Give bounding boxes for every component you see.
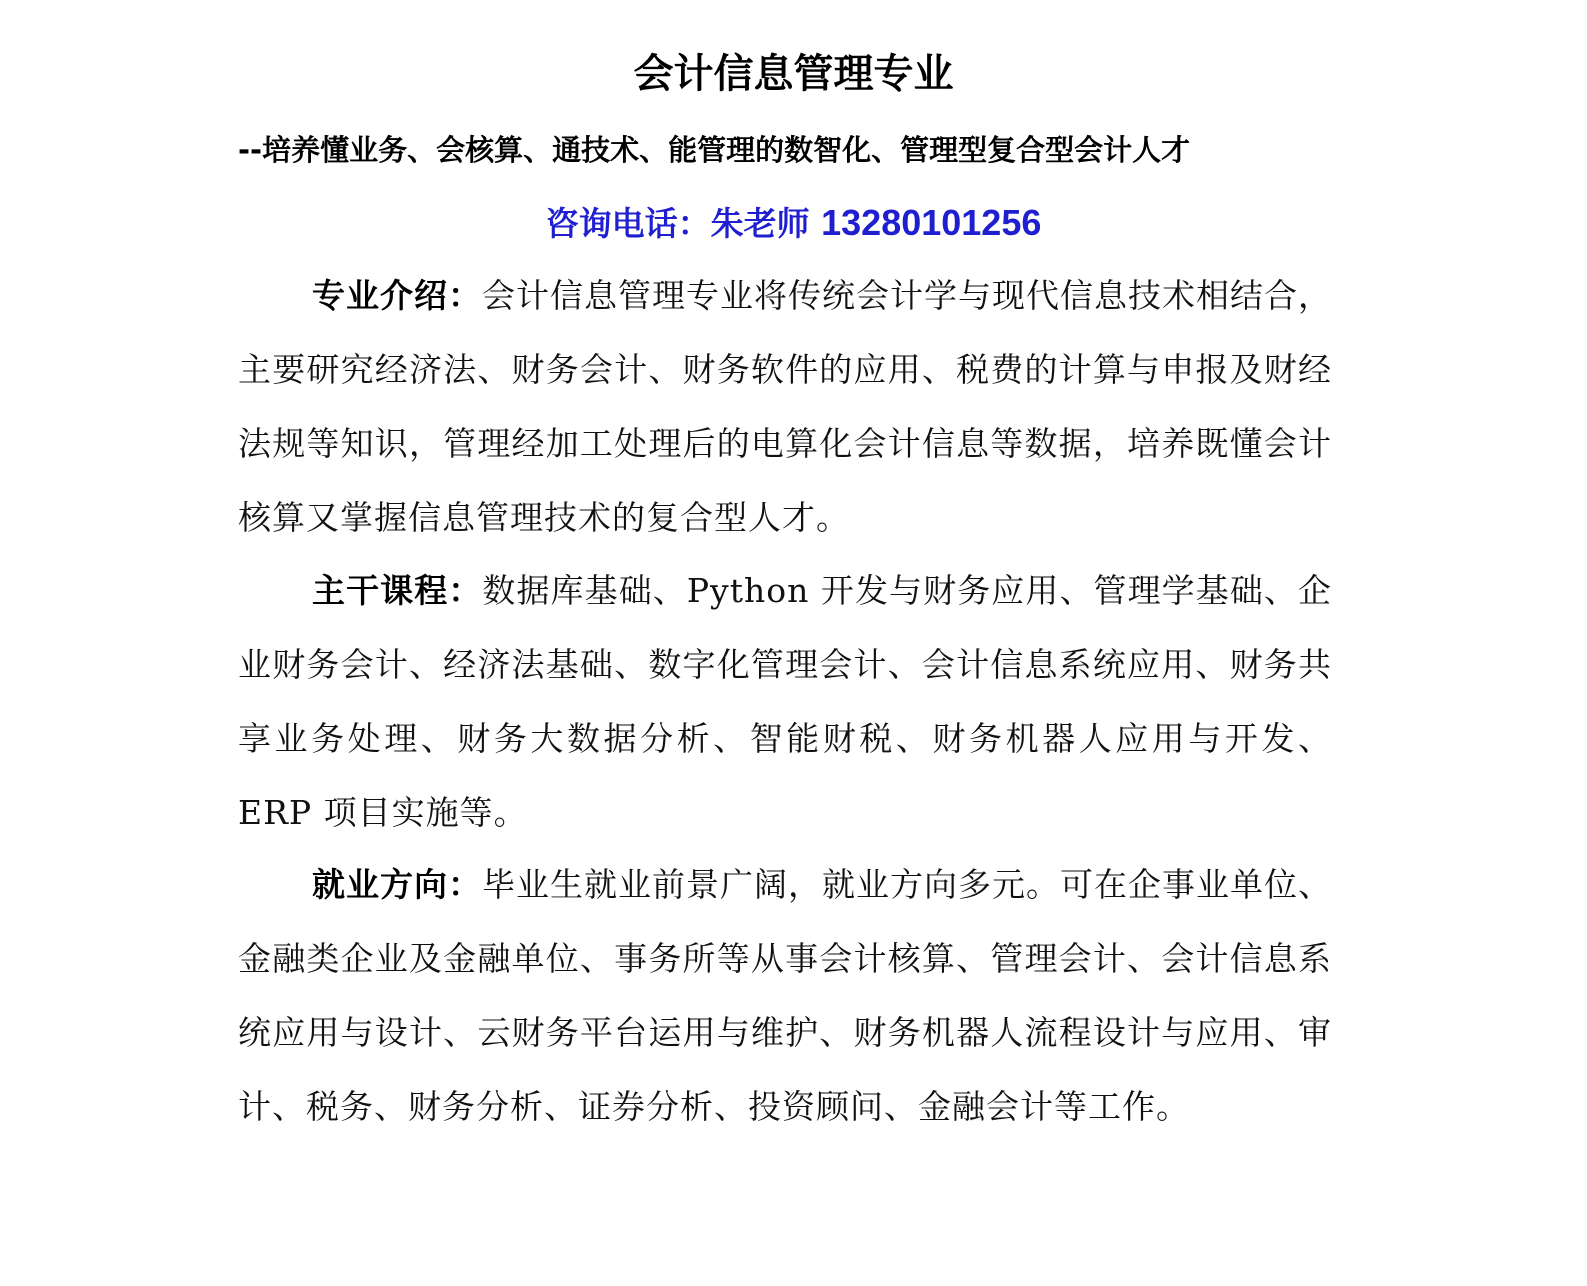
section-intro-body: 会计信息管理专业将传统会计学与现代信息技术相结合，主要研究经济法、财务会计、财务软件的应用、税费的计算与申报及财经法规等知识，管理经加工处理后的电算化会计信息等数据，培养既懂会计核算又掌握信息管理技术的复合型人才。: [238, 276, 1332, 537]
contact-phone-number: 13280101256: [821, 202, 1042, 243]
page-subtitle: --培养懂业务、会核算、通技术、能管理的数智化、管理型复合型会计人才: [238, 133, 1191, 167]
contact-label: 咨询电话：朱老师: [545, 204, 822, 243]
section-career-label: 就业方向：: [312, 865, 482, 904]
section-courses-body: 数据库基础、Python 开发与财务应用、管理学基础、企业财务会计、经济法基础、数字化管理会计、会计信息系统应用、财务共享业务处理、财务大数据分析、智能财税、财务机器人应用与开发、ERP 项目实施等。: [238, 571, 1332, 832]
section-career-body: 毕业生就业前景广阔，就业方向多元。可在企事业单位、金融类企业及金融单位、事务所等从事会计核算、管理会计、会计信息系统应用与设计、云财务平台运用与维护、财务机器人流程设计与应用、审计、税务、财务分析、证券分析、投资顾问、金融会计等工作。: [238, 865, 1332, 1126]
section-intro-label: 专业介绍：: [312, 276, 482, 315]
page-title: 会计信息管理专业: [633, 51, 954, 97]
section-intro: [238, 259, 1332, 555]
section-courses-label: 主干课程：: [312, 571, 483, 610]
section-courses: [238, 554, 1332, 850]
section-career: [238, 848, 1332, 1144]
contact-line: [0, 199, 1587, 248]
